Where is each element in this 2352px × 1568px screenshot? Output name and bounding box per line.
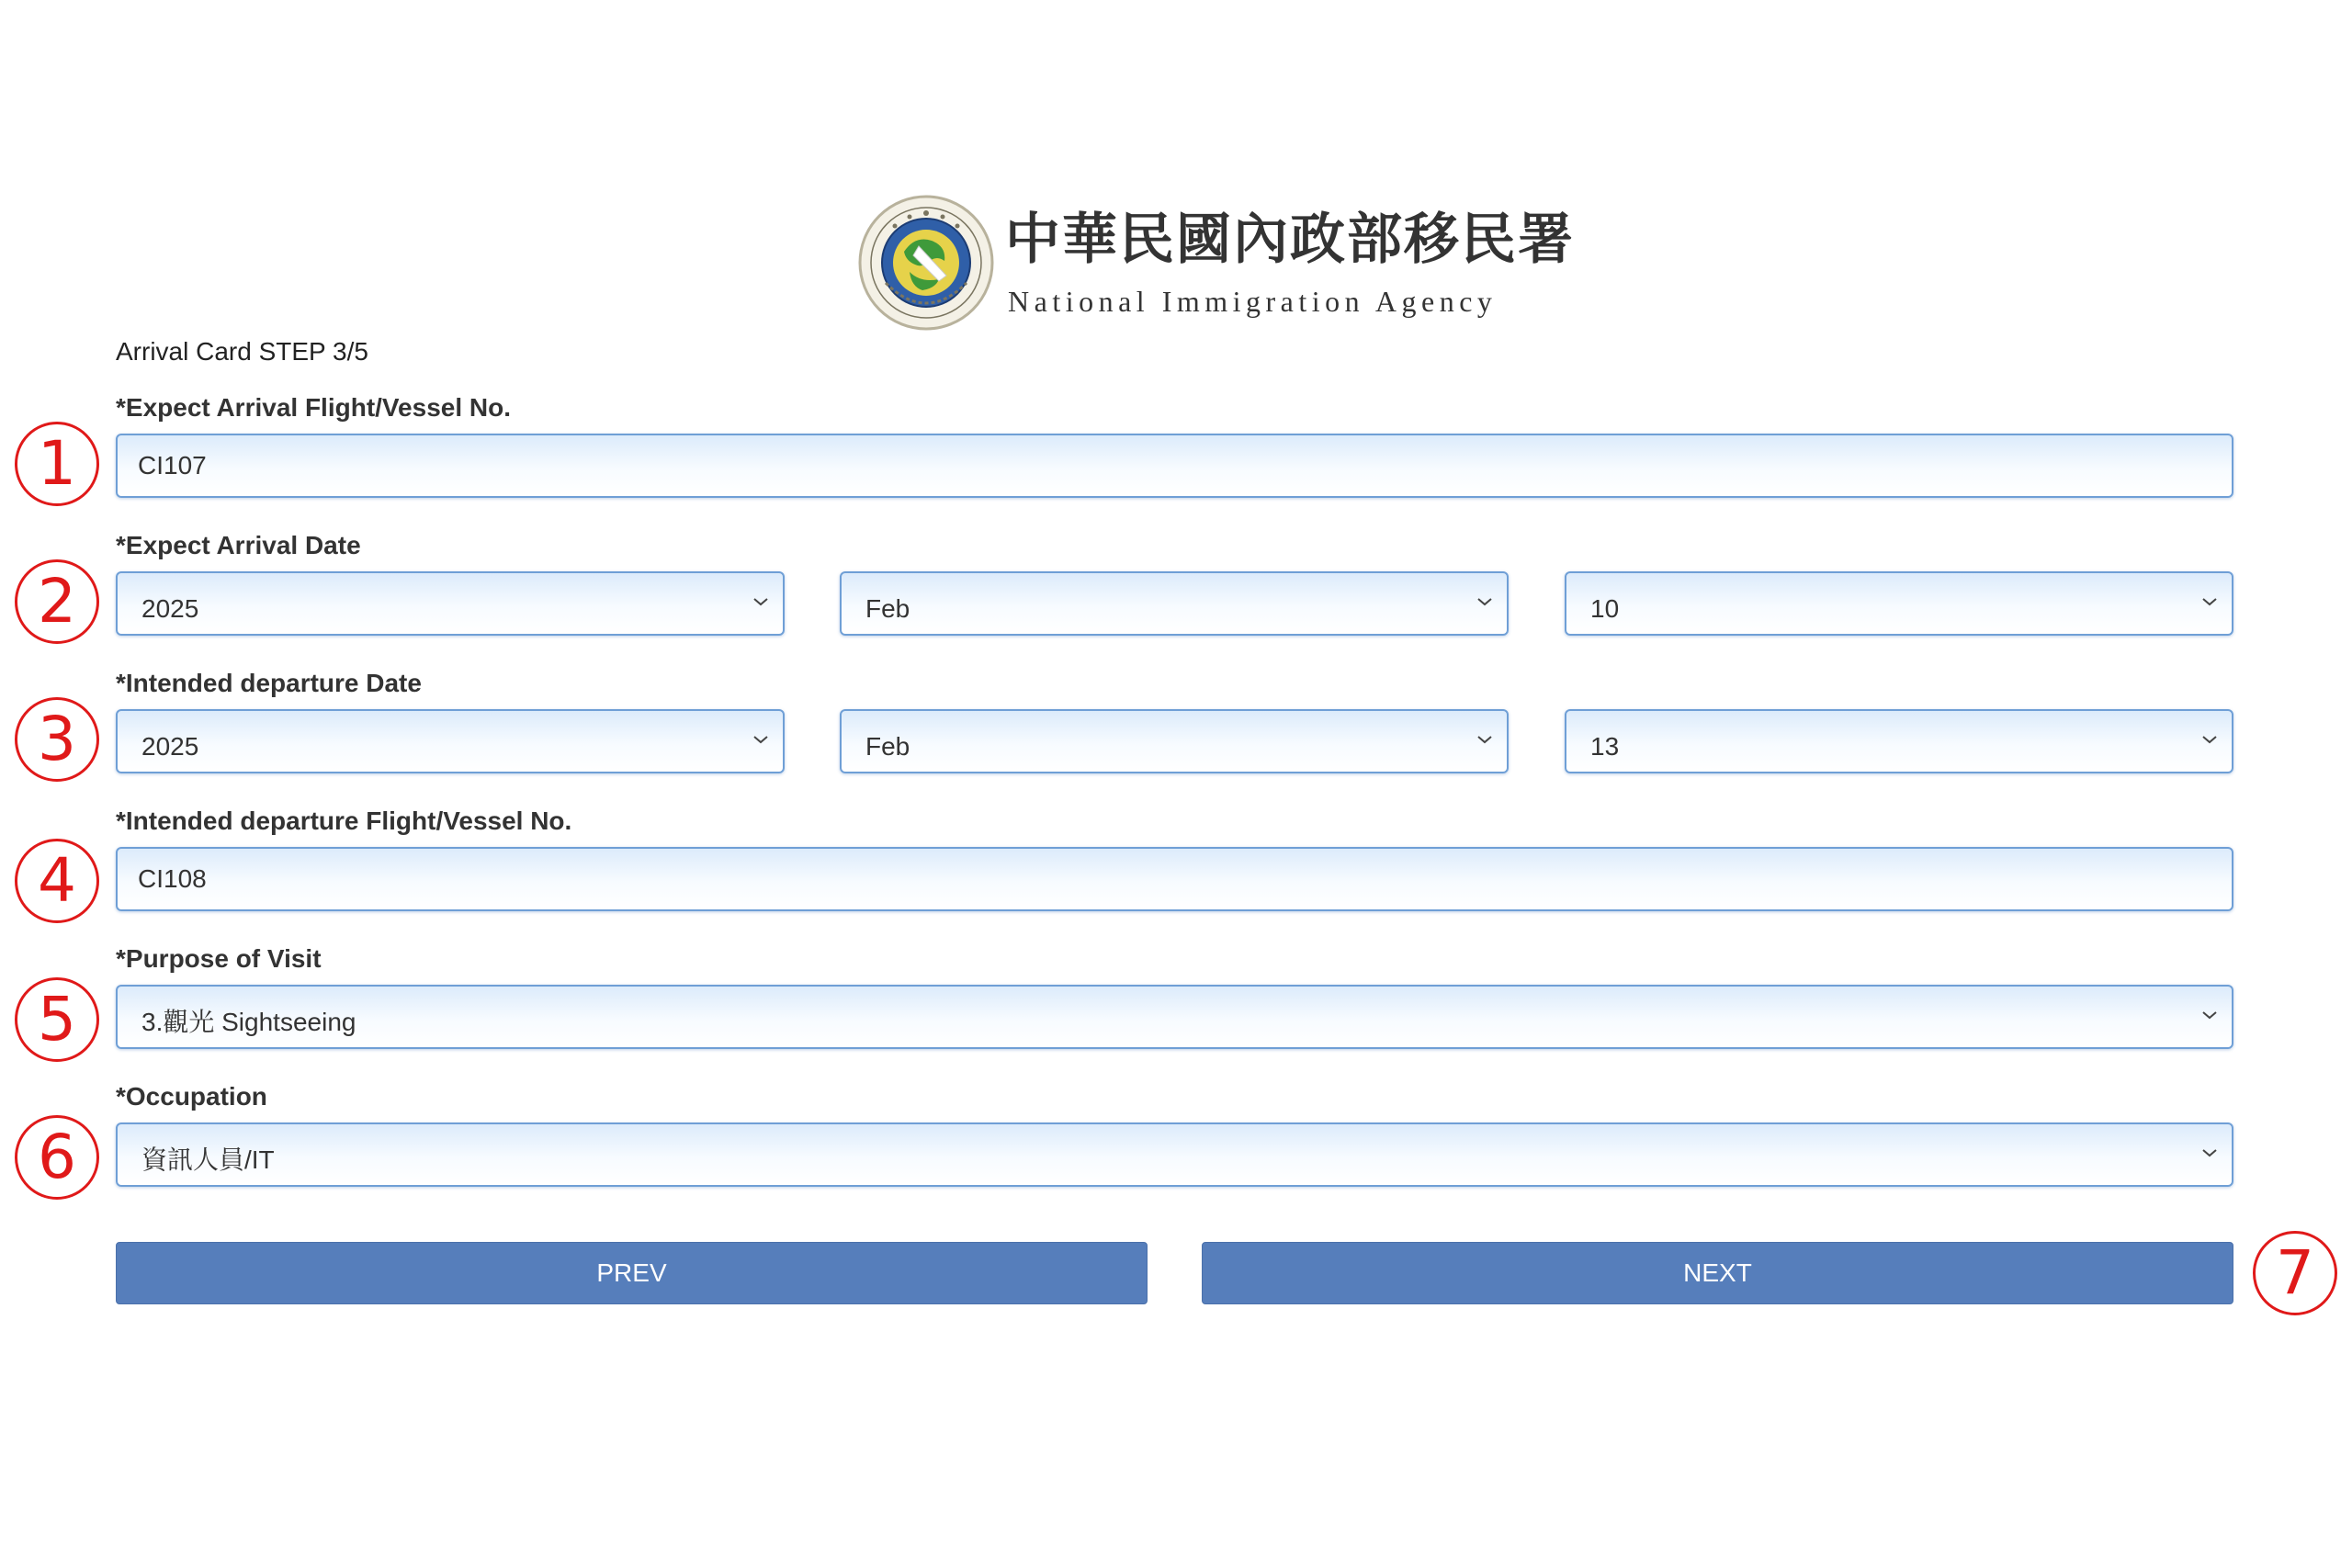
departure-flight-label: *Intended departure Flight/Vessel No.: [116, 807, 572, 835]
arrival-day-value: 10: [1590, 594, 1620, 623]
departure-month-select[interactable]: [840, 709, 1509, 773]
annotation-marker-5: 5: [15, 977, 99, 1062]
arrival-flight-label: *Expect Arrival Flight/Vessel No.: [116, 393, 512, 422]
chevron-down-icon: [2200, 733, 2219, 746]
departure-flight-value: CI108: [138, 864, 207, 893]
next-button[interactable]: NEXT: [1202, 1242, 2233, 1304]
departure-date-label: *Intended departure Date: [116, 669, 422, 697]
annotation-marker-4: 4: [15, 839, 99, 923]
agency-name-english: National Immigration Agency: [1008, 285, 1498, 318]
departure-day-value: 13: [1590, 732, 1620, 761]
arrival-year-value: 2025: [141, 594, 199, 623]
arrival-month-select[interactable]: [840, 571, 1509, 636]
purpose-select[interactable]: [116, 985, 2233, 1049]
annotation-marker-3: 3: [15, 697, 99, 782]
chevron-down-icon: [1476, 595, 1494, 608]
chevron-down-icon: [752, 733, 770, 746]
step-title: Arrival Card STEP 3/5: [116, 337, 368, 366]
annotation-marker-1: 1: [15, 422, 99, 506]
annotation-marker-2: 2: [15, 559, 99, 644]
chevron-down-icon: [2200, 1009, 2219, 1021]
purpose-value: 3.觀光 Sightseeing: [141, 1008, 356, 1036]
arrival-month-value: Feb: [865, 594, 910, 623]
departure-year-select[interactable]: [116, 709, 785, 773]
purpose-label: *Purpose of Visit: [116, 944, 322, 973]
chevron-down-icon: [752, 595, 770, 608]
arrival-flight-input[interactable]: [116, 434, 2233, 498]
arrival-day-select[interactable]: [1565, 571, 2233, 636]
agency-name-chinese: 中華民國內政部移民署: [1005, 208, 1575, 272]
chevron-down-icon: [2200, 595, 2219, 608]
occupation-value: 資訊人員/IT: [141, 1145, 275, 1174]
immigration-agency-seal-icon: [858, 195, 994, 331]
departure-flight-input[interactable]: [116, 847, 2233, 911]
departure-day-select[interactable]: [1565, 709, 2233, 773]
arrival-flight-value: CI107: [138, 451, 207, 479]
prev-button[interactable]: PREV: [116, 1242, 1148, 1304]
arrival-year-select[interactable]: [116, 571, 785, 636]
occupation-label: *Occupation: [116, 1082, 267, 1111]
agency-logo: [858, 195, 1575, 334]
annotation-marker-6: 6: [15, 1115, 99, 1200]
annotation-marker-7: 7: [2253, 1231, 2337, 1315]
arrival-date-label: *Expect Arrival Date: [116, 531, 361, 559]
occupation-select[interactable]: [116, 1122, 2233, 1187]
departure-month-value: Feb: [865, 732, 910, 761]
departure-year-value: 2025: [141, 732, 199, 761]
chevron-down-icon: [1476, 733, 1494, 746]
chevron-down-icon: [2200, 1146, 2219, 1159]
